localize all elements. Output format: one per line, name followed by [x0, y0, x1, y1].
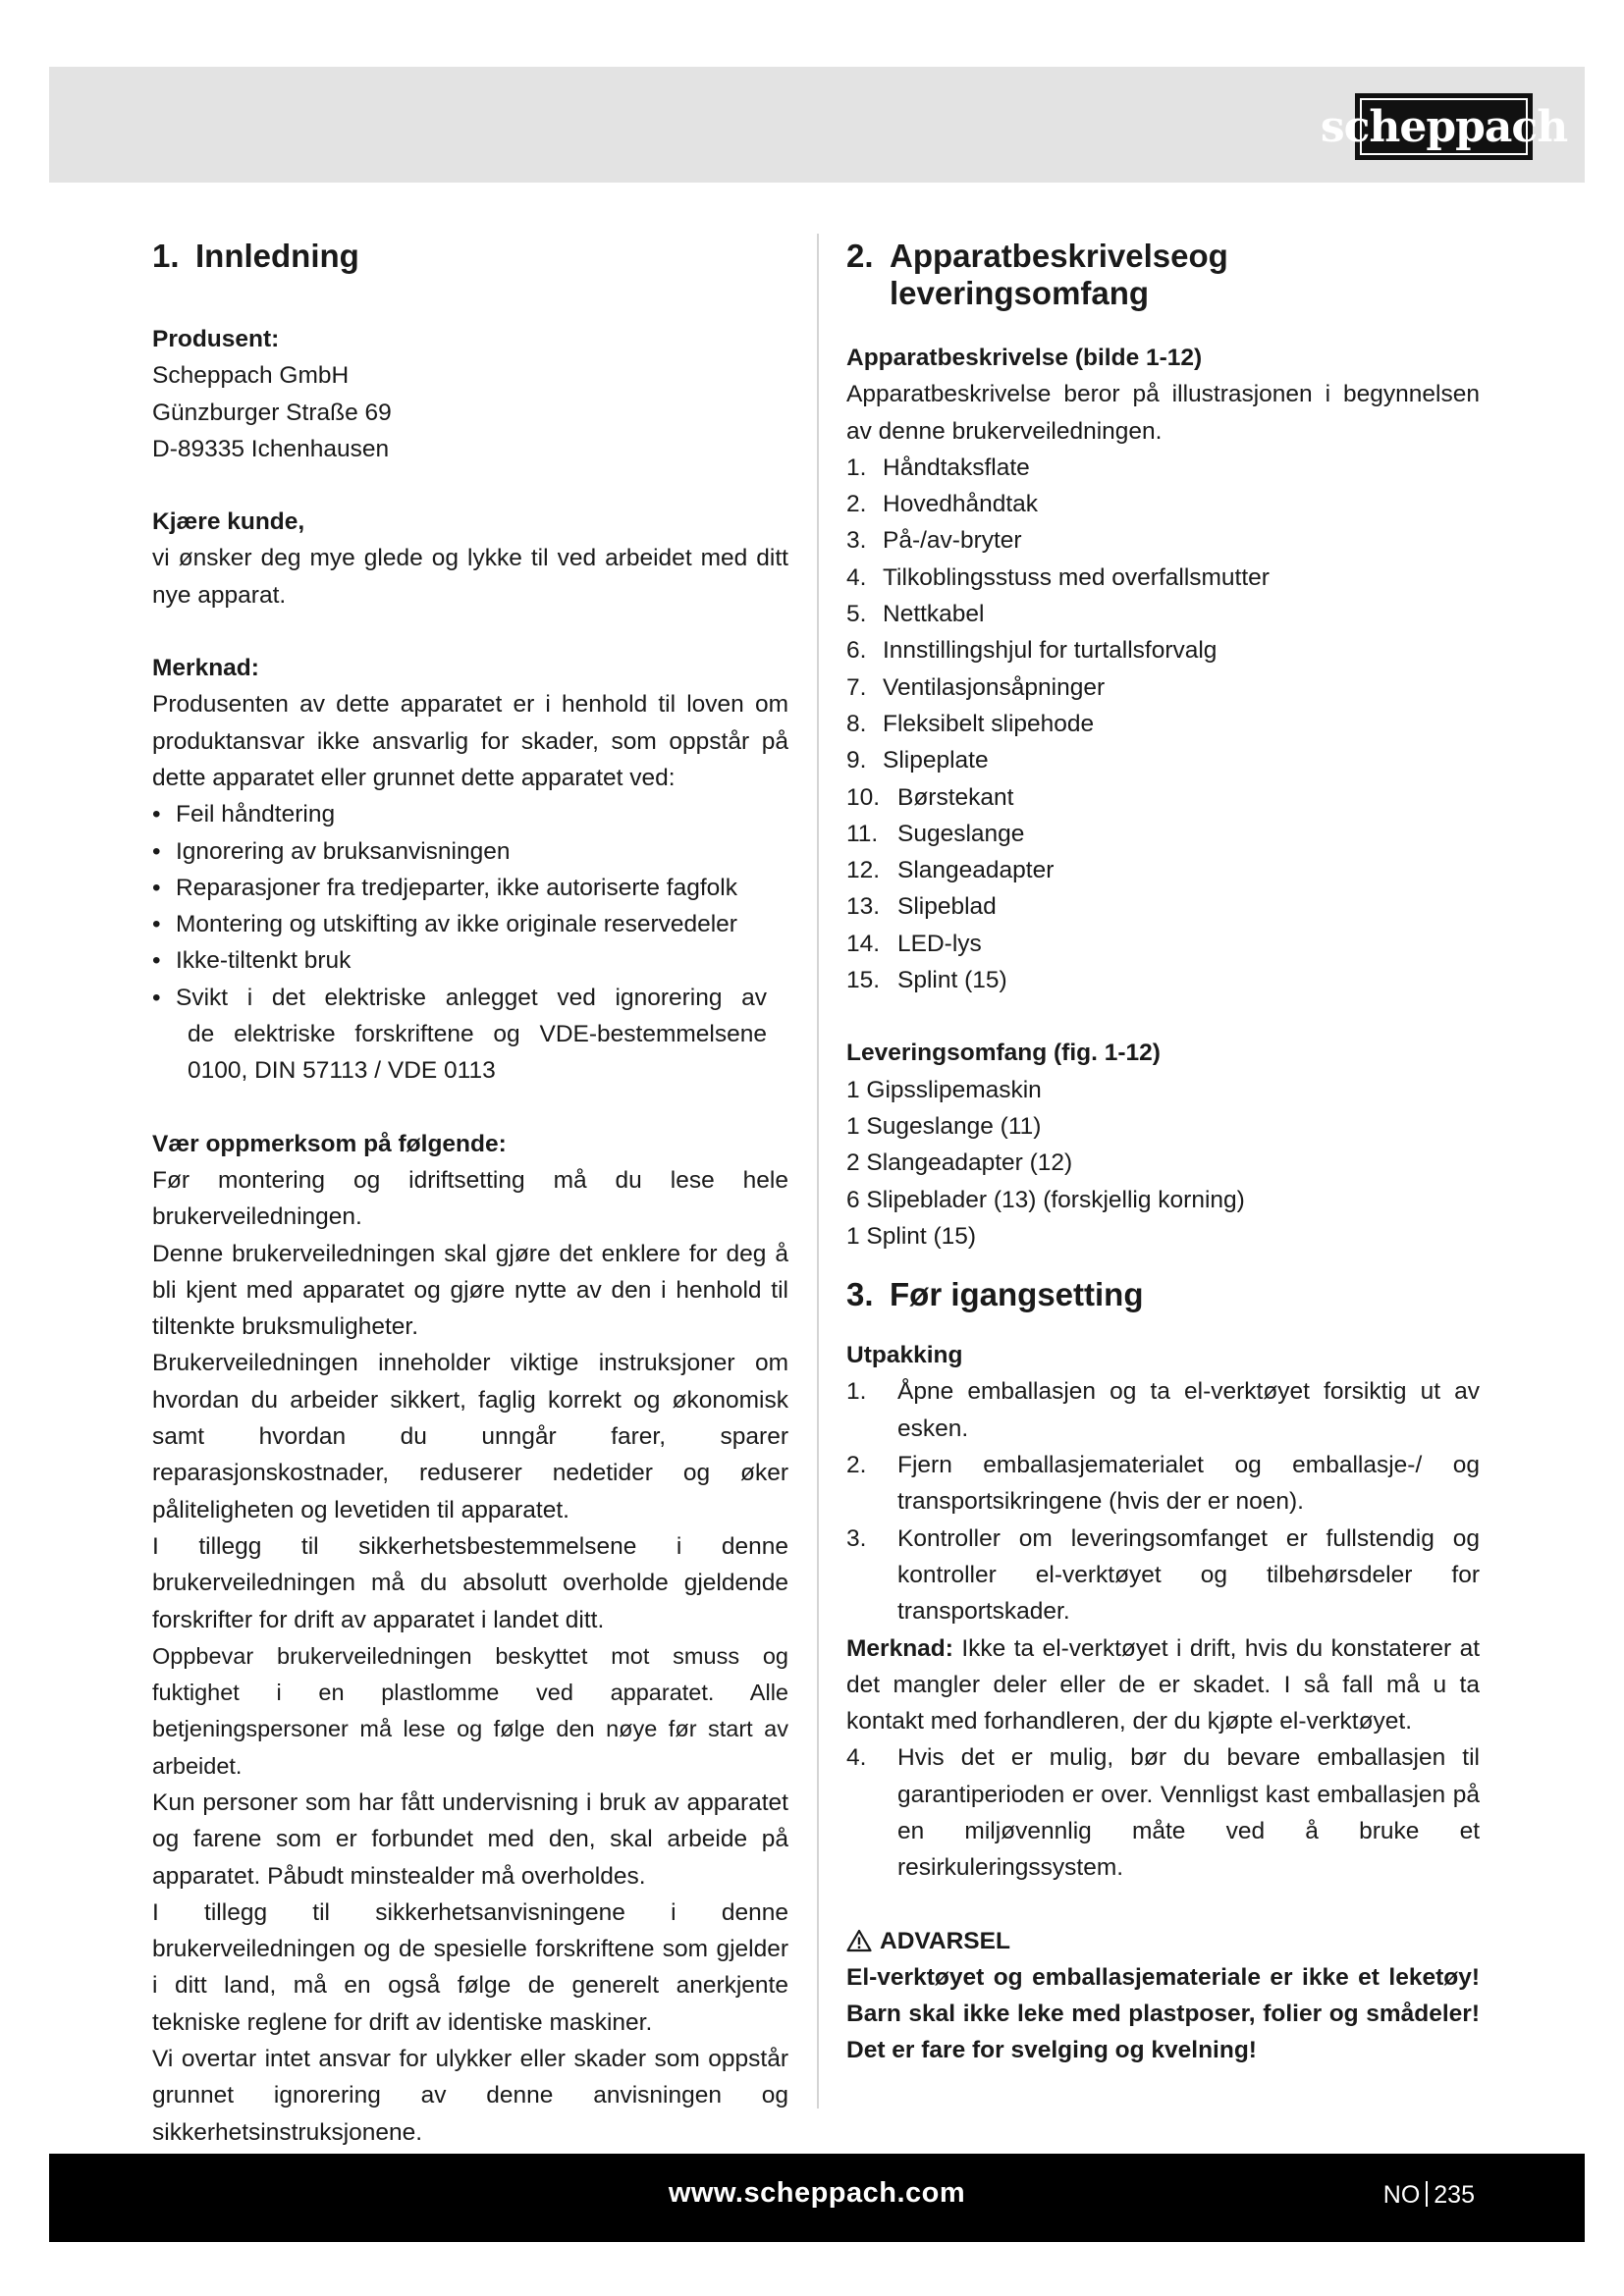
step-number: 1.	[846, 1378, 867, 1406]
note-text: Ikke ta el-verktøyet i drift, hvis du konstaterer at det mangler deler eller de er skadet. I så fall må u ta kontakt med forhandleren, der du kjøpte el-verktøyet.	[846, 1634, 1480, 1735]
item-number: 2.	[846, 491, 867, 518]
delivery-item: 1 Splint (15)	[846, 1222, 977, 1250]
item-text: Sugeslange	[897, 820, 1025, 847]
attention-label: Vær oppmerksom på følgende:	[152, 1130, 507, 1157]
list-item-text: de elektriske forskriftene og VDE-bestemmelsene 0100, DIN 57113 / VDE 0113	[188, 1021, 767, 1085]
paragraph: Kun personer som har fått undervisning i bruk av apparatet og farene som er forbundet med den, skal arbeide på apparatet. Påbudt minstealder må overholdes.	[152, 1789, 788, 1890]
item-text: Slipeblad	[897, 893, 997, 921]
item-text: Nettkabel	[883, 601, 985, 628]
producer-line: Scheppach GmbH	[152, 362, 350, 390]
item-number: 1.	[846, 454, 867, 481]
dear-customer-label: Kjære kunde,	[152, 508, 305, 536]
unpacking-note	[846, 1630, 1480, 1740]
description-text: Apparatbeskrivelse beror på illustrasjonen i begynnelsen av denne brukerveiledningen.	[846, 381, 1480, 445]
left-column	[152, 238, 788, 2151]
list-item	[846, 888, 1480, 925]
paragraph: Før montering og idriftsetting må du lese hele brukerveiledningen.	[152, 1166, 788, 1231]
step-number: 3.	[846, 1524, 867, 1552]
list-item	[846, 632, 1480, 668]
liability-list	[152, 796, 788, 1089]
item-text: På-/av-bryter	[883, 527, 1022, 555]
list-item-text: • Svikt i det elektriske anlegget ved ignorering av	[176, 984, 767, 1011]
section-title: Før igangsetting	[890, 1276, 1144, 1313]
parts-list	[846, 450, 1480, 998]
scheppach-logo: scheppach	[1355, 93, 1533, 160]
section-3-heading	[846, 1276, 1480, 1313]
page-number: 235	[1434, 2181, 1475, 2209]
item-number: 8.	[846, 710, 867, 737]
list-item: • Montering og utskifting av ikke originale reservedeler	[152, 906, 788, 942]
list-item	[846, 852, 1480, 888]
section-1-heading	[152, 238, 788, 275]
item-number: 13.	[846, 893, 881, 921]
list-item	[846, 816, 1480, 852]
item-number: 10.	[846, 783, 881, 811]
item-text: Tilkoblingsstuss med overfallsmutter	[883, 563, 1270, 591]
list-item	[846, 486, 1480, 522]
item-text: Håndtaksflate	[883, 454, 1030, 481]
list-item	[846, 962, 1480, 998]
website-link[interactable]: www.scheppach.com	[668, 2177, 966, 2209]
list-item: • Ignorering av bruksanvisningen	[152, 833, 788, 870]
paragraph: Brukerveiledningen inneholder viktige instruksjoner om hvordan du arbeider sikkert, faglig korrekt og økonomisk samt hvordan du unngår farer, sparer reparasjonskostnader, reduserer nedetider og øker påliteligheten og levetiden til apparatet.	[152, 1350, 788, 1523]
item-text: Slipeplate	[883, 747, 989, 774]
section-title: Innledning	[195, 238, 359, 274]
item-text: Splint (15)	[897, 967, 1007, 994]
step-text: Kontroller om leveringsomfanget er fullstendig og kontroller el-verktøyet og tilbehørsdeler for transportskader.	[897, 1524, 1480, 1626]
section-number: 3.	[846, 1276, 874, 1313]
section-number: 1.	[152, 238, 180, 274]
unpacking-label: Utpakking	[846, 1342, 963, 1369]
step-text: Hvis det er mulig, bør du bevare emballasjen til garantiperioden er over. Vennligst kast emballasjen på en miljøvennlig måte ved å bruke et resirkuleringssystem.	[897, 1744, 1480, 1882]
list-item	[846, 596, 1480, 632]
list-item: • Feil håndtering	[152, 796, 788, 832]
delivery-item: 1 Gipsslipemaskin	[846, 1076, 1042, 1103]
item-text: LED-lys	[897, 930, 982, 957]
dear-customer-text: vi ønsker deg mye glede og lykke til ved arbeidet med ditt nye apparat.	[152, 545, 788, 609]
list-item	[846, 1521, 1480, 1630]
list-item: • Ikke-tiltenkt bruk	[152, 942, 788, 979]
list-item: • Reparasjoner fra tredjeparter, ikke autoriserte fagfolk	[152, 870, 788, 906]
step-text: Fjern emballasjematerialet og emballasje-/ og transportsikringene (hvis der er noen).	[897, 1452, 1480, 1516]
step-number: 2.	[846, 1452, 867, 1479]
list-item	[846, 926, 1480, 962]
item-number: 14.	[846, 930, 881, 957]
note-label: Merknad:	[846, 1634, 953, 1662]
item-number: 5.	[846, 601, 867, 628]
delivery-label: Leveringsomfang (fig. 1-12)	[846, 1040, 1161, 1067]
producer-line: Günzburger Straße 69	[152, 399, 392, 426]
paragraph: Vi overtar intet ansvar for ulykker eller skader som oppstår grunnet ignorering av denne anvisningen og sikkerhetsinstruksjonene.	[152, 2046, 788, 2146]
list-item	[846, 706, 1480, 742]
list-item	[846, 742, 1480, 778]
item-text: Slangeadapter	[897, 857, 1055, 884]
delivery-item: 2 Slangeadapter (12)	[846, 1149, 1073, 1177]
list-item	[846, 522, 1480, 559]
item-number: 3.	[846, 527, 867, 555]
unpacking-steps-continued	[846, 1739, 1480, 1886]
item-text: Børstekant	[897, 783, 1014, 811]
list-item	[846, 1739, 1480, 1886]
item-number: 7.	[846, 673, 867, 701]
item-text: Fleksibelt slipehode	[883, 710, 1095, 737]
paragraph: I tillegg til sikkerhetsbestemmelsene i denne brukerveiledningen må du absolutt overholde gjeldende forskrifter for drift av apparatet i landet ditt.	[152, 1532, 788, 1633]
list-item	[152, 980, 788, 1090]
warning-heading	[846, 1923, 1480, 1959]
list-item	[846, 1447, 1480, 1521]
note-label: Merknad:	[152, 655, 259, 682]
item-number: 9.	[846, 747, 867, 774]
column-divider	[817, 234, 819, 2109]
paragraph: I tillegg til sikkerhetsanvisningene i denne brukerveiledningen og de spesielle forskriftene som gjelder i ditt land, må en også følge de generelt anerkjente tekniske reglene for drift av identiske maskiner.	[152, 1898, 788, 2036]
separator	[1426, 2181, 1428, 2207]
step-text: Åpne emballasjen og ta el-verktøyet forsiktig ut av esken.	[897, 1378, 1480, 1442]
item-number: 11.	[846, 820, 879, 847]
unpacking-steps	[846, 1373, 1480, 1629]
section-number: 2.	[846, 238, 874, 274]
warning-text: El-verktøyet og emballasjemateriale er ikke et leketøy! Barn skal ikke leke med plastposer, folier og smådeler! Det er fare for svelging og kvelning!	[846, 1963, 1480, 2064]
warning-triangle-icon	[846, 1929, 872, 1952]
warning-title: ADVARSEL	[880, 1927, 1010, 1954]
delivery-item: 6 Slipeblader (13) (forskjellig korning)	[846, 1186, 1245, 1213]
step-number: 4.	[846, 1744, 867, 1772]
description-label: Apparatbeskrivelse (bilde 1-12)	[846, 345, 1203, 371]
section-title-continued: leveringsomfang	[890, 275, 1150, 311]
item-text: Innstillingshjul for turtallsforvalg	[883, 637, 1218, 665]
list-item	[846, 560, 1480, 596]
list-item	[846, 779, 1480, 816]
item-text: Hovedhåndtak	[883, 491, 1039, 518]
paragraph: Oppbevar brukerveiledningen beskyttet mot smuss og fuktighet i en plastlomme ved apparatet. Alle betjeningspersoner må lese og følge den nøye før start av arbeidet.	[152, 1642, 788, 1779]
paragraph: Denne brukerveiledningen skal gjøre det enklere for deg å bli kjent med apparatet og gjøre nytte av den i henhold til tiltenkte bruksmuligheter.	[152, 1240, 788, 1341]
list-item	[846, 669, 1480, 706]
producer-label: Produsent:	[152, 326, 280, 352]
right-column	[846, 238, 1480, 2069]
section-title: Apparatbeskrivelseog	[890, 238, 1228, 274]
section-2-heading	[846, 238, 1480, 312]
list-item	[846, 450, 1480, 486]
item-number: 4.	[846, 563, 867, 591]
delivery-item: 1 Sugeslange (11)	[846, 1112, 1042, 1140]
item-text: Ventilasjonsåpninger	[883, 673, 1106, 701]
list-item	[846, 1373, 1480, 1447]
item-number: 6.	[846, 637, 867, 665]
item-number: 15.	[846, 967, 881, 994]
page-indicator	[1383, 2181, 1475, 2210]
producer-line: D-89335 Ichenhausen	[152, 435, 390, 462]
footer-band	[49, 2154, 1585, 2242]
note-text: Produsenten av dette apparatet er i henhold til loven om produktansvar ikke ansvarlig for skader, som oppstår på dette apparatet eller grunnet dette apparatet ved:	[152, 691, 788, 791]
item-number: 12.	[846, 857, 881, 884]
language-code: NO	[1382, 2181, 1421, 2209]
